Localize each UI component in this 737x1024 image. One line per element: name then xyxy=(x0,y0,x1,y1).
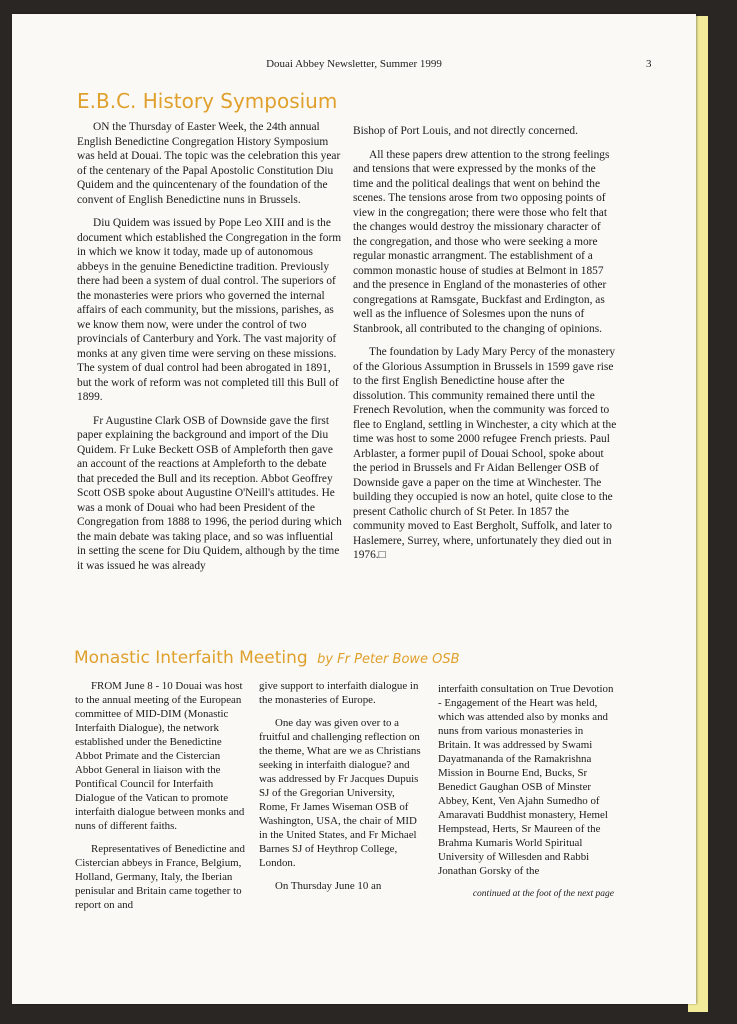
article-2-heading xyxy=(74,647,460,671)
continued-note: continued at the foot of the next page xyxy=(472,889,614,899)
article-2-column-2 xyxy=(259,679,424,902)
article-1-paragraph: Diu Quidem was issued by Pope Leo XIII and is the document which established the Congregation in the form in which we know it today, made up of autonomous abbeys in the genuine Benedictine tradition. Previously there had been a system of dual control. The superiors of the monasteries were priors who governed the internal affairs of each community, but the missions, parishes, as we know them now, were under the control of two provincials of Canterbury and York. The vast majority of monks at any given time were serving on these missions. The system of dual control had been abrogated in 1891, but the work of reform was not completed till this Bull of 1899. xyxy=(77,217,342,403)
article-1-paragraph: Bishop of Port Louis, and not directly concerned. xyxy=(353,125,578,137)
article-1-paragraph: Fr Augustine Clark OSB of Downside gave the first paper explaining the background and import of the Diu Quidem. Fr Luke Beckett OSB of Ampleforth then gave an account of the reactions at Ampleforth to the debate that preceded the Bull and its reception. Abbot Geoffrey Scott OSB spoke about Augustine O'Neill's attitudes. He was a monk of Douai who had been President of the Congregation from 1888 to 1996, the period during which the main debate was taking place, and so was influential in setting the scene for Diu Quidem, although by the time it was issued he was already xyxy=(77,414,342,572)
article-1-paragraph: All these papers drew attention to the strong feelings and tensions that were expressed by the monks of the time and the political dealings that went on behind the scenes. The tensions arose from two opposing points of view in the congregation; there were those who felt that the changes would destroy the missionary character of the congregation, and those who were seeking a more regular monastic arrangment. The establishment of a common monastic house of studies at Belmont in 1857 and the presence in England of the monasteries of other congregations at Ramsgate, Buckfast and Erdington, as well as the influence of Solesmes upon the nuns of Stanbrook, all contributed to the changing of opinions. xyxy=(353,148,610,335)
article-2-paragraph: give support to interfaith dialogue in the monasteries of Europe. xyxy=(259,680,419,706)
article-2-column-3 xyxy=(438,682,614,910)
running-head: Douai Abbey Newsletter, Summer 1999 xyxy=(266,58,442,70)
article-2-paragraph: interfaith consultation on True Devotion - Engagement of the Heart was held, which was attended also by monks and nuns from various monasteries in Britain. It was addressed by Swami Dayatmananda of the Ramakrishna Mission in Bourne End, Bucks, Sr Benedict Gaughan OSB of Minster Abbey, Kent, Ven Ajahn Sumedho of Amaravati Buddhist monastery, Hemel Hempstead, Herts, Sr Maureen of the Brahma Kumaris World Spiritual University of Willesden and Rabbi Jonathan Gorsky of the xyxy=(438,683,614,877)
article-2-column-1 xyxy=(75,679,247,921)
article-1-paragraph: The foundation by Lady Mary Percy of the monastery of the Glorious Assumption in Brussels in 1599 gave rise to the first English Benedictine house after the dissolution. This community remained there until the Frenech Revolution, when the community was forced to flee to England, settling in Winchester, a city which at the time was host to some 2000 refugee French priests. Paul Arblaster, a former pupil of Douai School, spoke about the period in Brussels and Fr Aidan Bellenger OSB of Downside gave a paper on the time at Winchester. The building they occupied is now an hotel, quite close to the present Catholic church of St Peter. In 1857 the community moved to East Bergholt, Suffolk, and later to Haslemere, Surrey, where, unfortunately they died out in 1976.□ xyxy=(353,346,617,561)
article-1-paragraph: ON the Thursday of Easter Week, the 24th annual English Benedictine Congregation History Symposium was held at Douai. The topic was the celebration this year of the centenary of the Papal Apostolic Constitution Diu Quidem and the quincentenary of the foundation of the convent of English Benedictine nuns in Brussels. xyxy=(77,121,341,206)
page-number: 3 xyxy=(646,58,652,70)
article-1-left-column xyxy=(77,120,342,582)
article-2-paragraph: One day was given over to a fruitful and challenging reflection on the theme, What are we as Christians seeking in interfaith dialogue? and was addressed by Fr Jacques Dupuis SJ of the Gregorian University, Rome, Fr James Wiseman OSB of Washington, USA, the chair of MID in the United States, and Fr Michael Barnes SJ of Heythrop College, London. xyxy=(259,717,421,869)
newsletter-page xyxy=(12,14,696,1004)
article-2-paragraph: On Thursday June 10 an xyxy=(275,880,382,892)
article-2-paragraph: Representatives of Benedictine and Cistercian abbeys in France, Belgium, Holland, Germany, Italy, the Iberian penisular and Britain came together to report on and xyxy=(75,843,245,911)
article-2-paragraph: FROM June 8 - 10 Douai was host to the annual meeting of the European committee of MID-DIM (Monastic Interfaith Dialogue), the network established under the Benedictine Abbot Primate and the Cistercian Abbot General in liaison with the Pontifical Council for Interfaith Dialogue of the Vatican to promote interfaith dialogue between monks and nuns of different faiths. xyxy=(75,680,245,832)
article-1-right-column xyxy=(353,124,617,572)
article-2-title: Monastic Interfaith Meeting xyxy=(74,648,308,668)
article-2-byline: by Fr Peter Bowe OSB xyxy=(317,652,460,667)
article-1-title: E.B.C. History Symposium xyxy=(77,89,338,113)
